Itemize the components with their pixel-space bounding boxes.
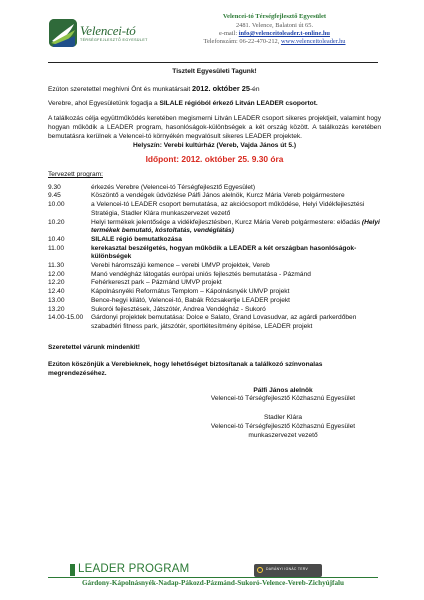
program-title: Tervezett program: xyxy=(48,171,103,179)
invitation-text: Ezúton szeretettel meghívni Önt és munkatársait xyxy=(48,85,191,93)
program-emphasis: (Helyi termékek bemutató, kóstoltatás, vendéglátás) xyxy=(91,218,380,235)
program-description xyxy=(91,306,381,315)
invitation-date-suffix: -én xyxy=(249,85,260,93)
leader-program-text: LEADER PROGRAM xyxy=(78,563,190,575)
program-time: 9.30 xyxy=(48,183,61,191)
invitation-line-2 xyxy=(48,100,381,109)
program-description xyxy=(91,201,381,218)
program-row xyxy=(48,288,381,297)
signer-2-name: Stadler Klára xyxy=(263,414,303,422)
program-row xyxy=(48,271,381,280)
invitation-line-1 xyxy=(48,84,381,95)
program-text: Verebi háromszájú kemence – verebi UMVP projektek, Vereb xyxy=(91,262,270,270)
program-text: Kápolnásnyéki Református Templom – Kápolnásnyék UMVP projekt xyxy=(91,288,290,296)
program-row xyxy=(48,306,381,315)
organization-header xyxy=(162,13,387,47)
program-row xyxy=(48,219,381,236)
signature-block-2 xyxy=(188,414,378,440)
program-text: SILALE régió bemutatkozása xyxy=(91,235,182,243)
program-time: 12.40 xyxy=(48,288,65,296)
email-label: e-mail: xyxy=(219,29,238,37)
program-time: 10.40 xyxy=(48,235,65,243)
program-table xyxy=(48,184,381,332)
program-description xyxy=(91,236,381,245)
program-row xyxy=(48,184,381,193)
program-description xyxy=(91,262,381,271)
organization-contact-line xyxy=(162,38,387,46)
program-time: 12.00 xyxy=(48,270,65,278)
program-description xyxy=(91,271,381,280)
program-description xyxy=(91,297,381,306)
program-description xyxy=(91,192,381,201)
program-text: a Velencei-tó LEADER csoport bemutatása, az akciócsoport működése, Helyi Vidékfejlesztési Stratégia, Stadler Klára munkaszervezet vezető xyxy=(91,201,365,217)
program-time: 9.45 xyxy=(48,192,61,200)
program-text: kerekasztal beszélgetés, hogyan működik a LEADER a két országban hasonlóságok-különbségek xyxy=(91,244,357,261)
closing-thanks: Ezúton köszönjük a Verebieknek, hogy lehetőséget biztosítanak a találkozó színvonalas megrendezéséhez. xyxy=(48,361,323,378)
organization-address: 2481. Velence, Balatoni út 65. xyxy=(235,21,314,29)
program-description xyxy=(91,184,381,193)
signer-2-organization: Velencei-tó Térségfejlesztő Közhasznú Egyesület xyxy=(210,422,356,430)
program-row xyxy=(48,245,381,262)
program-text: Bence-hegyi kilátó, Velencei-tó, Babák Rózsakertje LEADER projekt xyxy=(91,296,291,304)
footer-villages: Gárdony-Kápolnásnyék-Nadap-Pákozd-Pázmánd-Sukoró-Velence-Vereb-Zichyújfalu xyxy=(81,579,345,587)
program-row xyxy=(48,192,381,201)
program-row xyxy=(48,236,381,245)
program-text: Fehérkereszt park – Pázmánd UMVP projekt xyxy=(91,279,222,287)
leader-program-logo xyxy=(70,563,250,577)
partner-text: DARÁNYI IGNÁC TERV xyxy=(266,567,309,571)
program-text: Sukorói fejlesztések, Játszótér, Andrea Vendégház - Sukoró xyxy=(91,305,266,313)
program-text: érkezés Verebre (Velencei-tó Térségfejlesztő Egyesület) xyxy=(91,183,256,191)
program-row xyxy=(48,314,381,331)
program-description xyxy=(91,279,381,288)
signer-1-name: Pálfi János alelnök xyxy=(253,386,313,394)
website-link[interactable]: www.velenceitoleader.hu xyxy=(280,38,346,46)
program-description xyxy=(91,219,381,236)
organization-name: Velencei-tó Térségfejlesztő Egyesület xyxy=(222,13,327,20)
program-text: Köszöntő a vendégek üdvözlése Pálfi János alelnök, Kurcz Mária Vereb polgármestere xyxy=(91,192,345,200)
program-description xyxy=(91,245,381,262)
program-row xyxy=(48,279,381,288)
email-link[interactable]: info@velenceitoleader.t-online.hu xyxy=(238,29,330,37)
star-circle-icon xyxy=(257,567,263,573)
velencei-to-logo xyxy=(49,19,150,47)
program-time: 10.20 xyxy=(48,218,65,226)
leader-mark-icon xyxy=(70,564,75,576)
program-row xyxy=(48,201,381,218)
greeting: Tisztelt Egyesületi Tagunk! xyxy=(172,68,257,75)
header-divider xyxy=(48,62,378,63)
event-time: Időpont: 2012. október 25. 9.30 óra xyxy=(145,153,284,164)
logo-name: Velencei-tó xyxy=(80,23,136,38)
signature-block-1 xyxy=(188,387,378,404)
program-time: 10.00 xyxy=(48,201,65,209)
invitation-guest-group: SILALE régióból érkező Litván LEADER csoportot. xyxy=(159,100,318,108)
program-text: Manó vendégház látogatás európai uniós fejlesztés bemutatása - Pázmánd xyxy=(91,270,311,278)
program-text: Gárdonyi projektek bemutatása: Dolce e Salato, Grand Lovasudvar, az agárdi parkerdőben szabadtéri fitness park, játszótér, sportlétesítmény építése, LEADER projekt xyxy=(91,314,357,330)
invitation-date: 2012. október 25 xyxy=(192,83,250,93)
signer-1-organization: Velencei-tó Térségfejlesztő Közhasznú Egyesület xyxy=(210,395,356,403)
program-time: 14.00-15.00 xyxy=(48,314,84,322)
program-row xyxy=(48,297,381,306)
daranyi-ignac-terv-logo xyxy=(254,564,322,577)
logo-subtitle: TÉRSÉGFEJLESZTŐ EGYESÜLET xyxy=(80,38,148,42)
closing-welcome: Szeretettel várunk mindenkit! xyxy=(48,343,140,351)
program-time: 12.20 xyxy=(48,279,65,287)
purpose-paragraph: A találkozás célja együttműködés keretében megismerni Litván LEADER csoport sikeres projektjeit, valamint hogy hogyan működik a LEADER program, hasonlóságok-különbségek a két ország között. A találkozás keretében bemutatásra kerülnek a Velencei-tó környékén megvalósult sikeres LEADER projektek. xyxy=(48,115,381,140)
program-text: Helyi termékek jelentősége a vidékfejlesztésben, Kurcz Mária Vereb polgármestere: előadás xyxy=(91,218,361,226)
lake-leaf-logo-icon xyxy=(49,19,77,47)
invitation-venue-text: Verebre, ahol Egyesületünk fogadja a xyxy=(48,100,158,108)
program-description xyxy=(91,314,381,331)
program-time: 13.00 xyxy=(48,296,65,304)
organization-email-line xyxy=(162,30,387,38)
signer-2-role: munkaszervezet vezető xyxy=(248,431,318,439)
program-time: 11.30 xyxy=(48,262,65,270)
venue: Helyszín: Verebi kultúrház (Vereb, Vajda János út 5.) xyxy=(132,142,297,150)
phone-number: Telefonszám: 06-22-470-212, xyxy=(203,38,280,46)
footer-divider xyxy=(48,577,378,578)
program-description xyxy=(91,288,381,297)
program-time: 13.20 xyxy=(48,305,65,313)
program-time: 11.00 xyxy=(48,244,65,252)
letter-body xyxy=(48,66,381,440)
program-row xyxy=(48,262,381,271)
